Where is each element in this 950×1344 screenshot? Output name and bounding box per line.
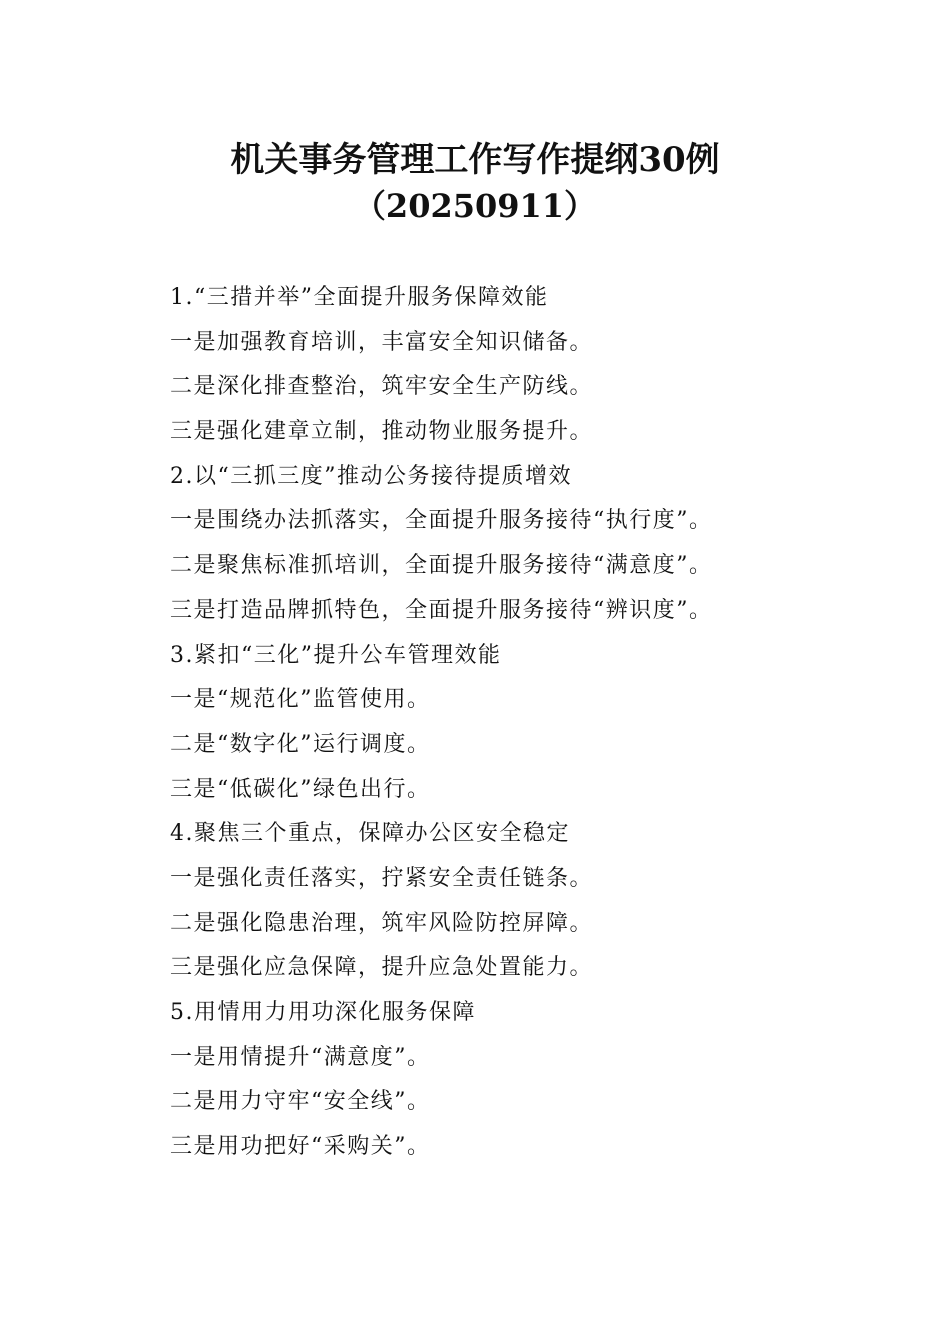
body-line: 二是强化隐患治理，筑牢风险防控屏障。 — [170, 910, 594, 936]
body-line: 一是强化责任落实，拧紧安全责任链条。 — [170, 865, 594, 891]
document-title: 机关事务管理工作写作提纲30例 — [230, 140, 720, 180]
body-line: 二是“数字化”运行调度。 — [170, 731, 431, 757]
body-line: 三是“低碳化”绿色出行。 — [170, 776, 431, 802]
document-body — [170, 276, 930, 1170]
body-line: 二是用力守牢“安全线”。 — [170, 1089, 431, 1115]
section-heading: 5.用情用力用功深化服务保障 — [170, 1000, 476, 1025]
body-line: 三是强化建章立制，推动物业服务提升。 — [170, 419, 594, 445]
body-line: 一是“规范化”监管使用。 — [170, 687, 431, 713]
body-line: 二是深化排查整治，筑牢安全生产防线。 — [170, 374, 594, 400]
body-line: 一是用情提升“满意度”。 — [170, 1044, 431, 1070]
body-line: 一是加强教育培训，丰富安全知识储备。 — [170, 329, 594, 355]
body-line: 三是强化应急保障，提升应急处置能力。 — [170, 955, 594, 981]
title-block — [0, 138, 950, 228]
body-line: 一是围绕办法抓落实，全面提升服务接待“执行度”。 — [170, 508, 713, 534]
body-line: 三是打造品牌抓特色，全面提升服务接待“辨识度”。 — [170, 597, 713, 623]
body-line: 二是聚焦标准抓培训，全面提升服务接待“满意度”。 — [170, 553, 713, 579]
section-heading: 4.聚焦三个重点，保障办公区安全稳定 — [170, 821, 570, 847]
document-date: （20250911） — [353, 187, 597, 225]
section-heading: 2.以“三抓三度”推动公务接待提质增效 — [170, 463, 572, 489]
body-line: 三是用功把好“采购关”。 — [170, 1134, 431, 1160]
section-heading: 1.“三措并举”全面提升服务保障效能 — [170, 285, 549, 310]
section-heading: 3.紧扣“三化”提升公车管理效能 — [170, 642, 502, 668]
